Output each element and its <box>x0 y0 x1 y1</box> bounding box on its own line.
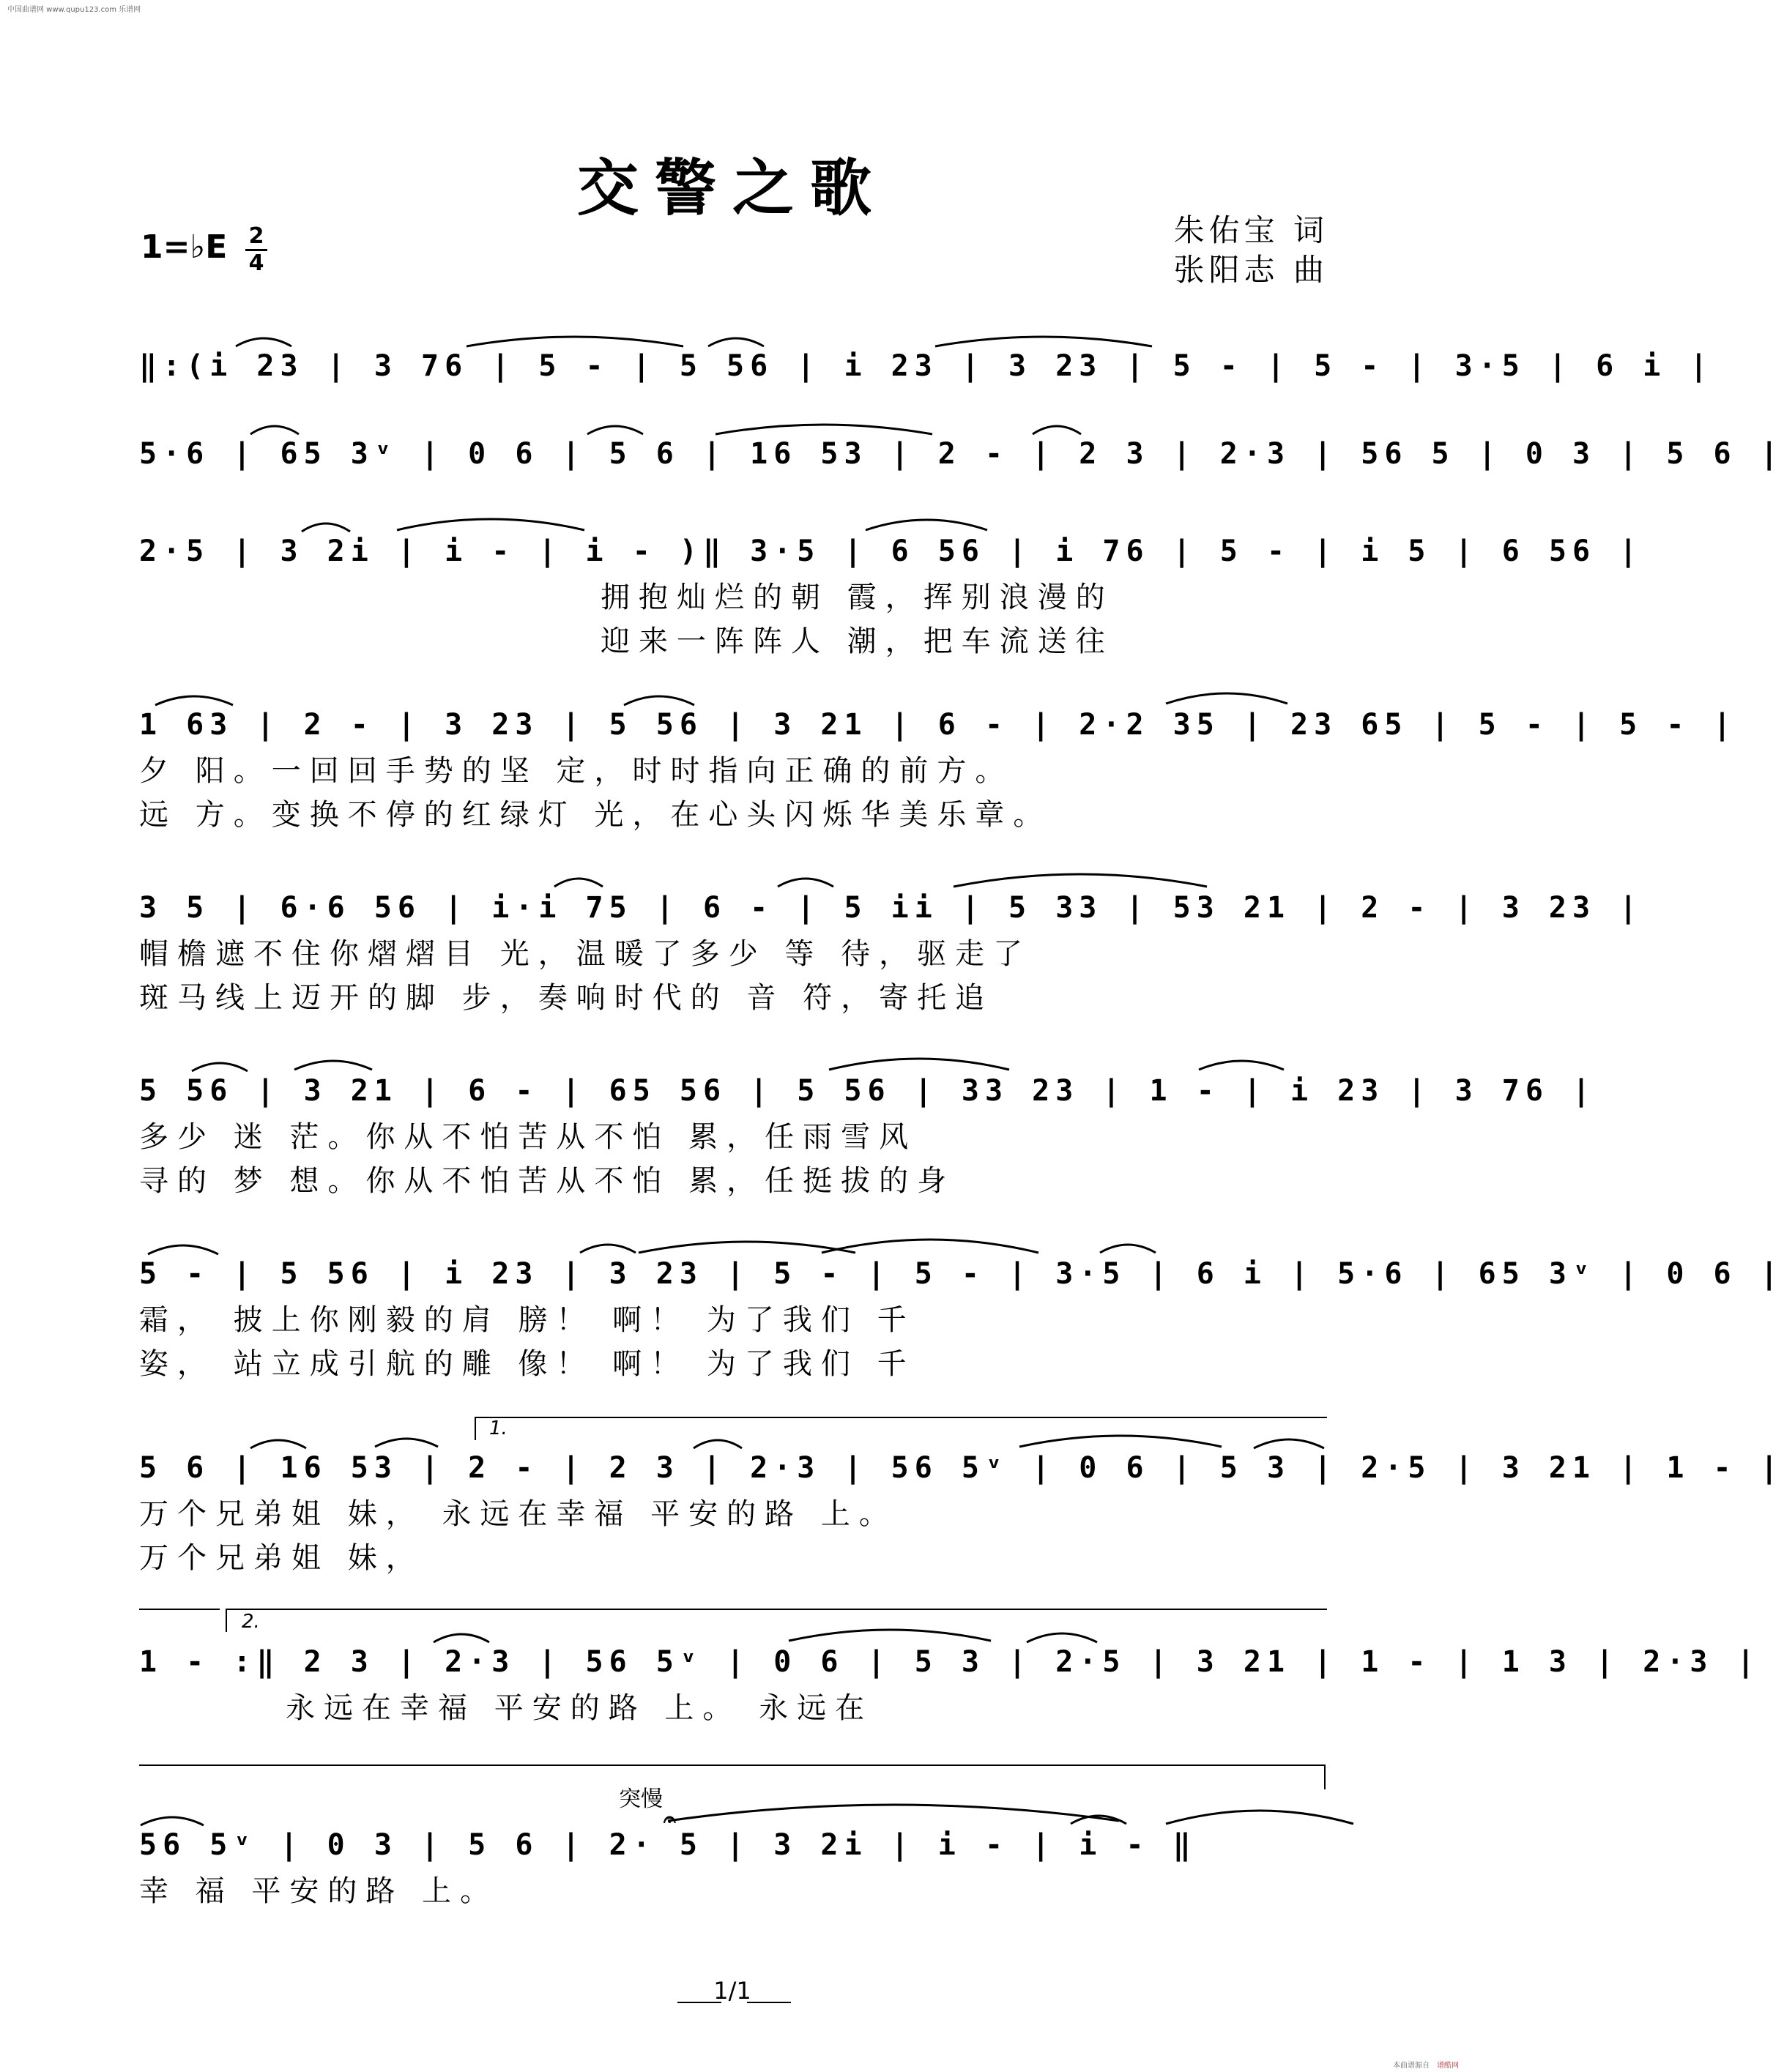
slur <box>1164 1803 1355 1825</box>
slur <box>952 868 1208 888</box>
notes-line-2: 5·6 | 65 3ᵛ | 0 6 | 5 6 | 16 53 | 2 - | 2 3 | 2·3 | 56 5 | 0 3 | 5 6 | <box>139 437 1784 471</box>
slur <box>1025 1626 1099 1644</box>
notes-line-10: 56 5ᵛ | 0 3 | 5 6 | 2· 5 | 3 2i | i - | i - ‖ <box>139 1828 1197 1862</box>
slur <box>190 1057 249 1073</box>
time-signature <box>245 223 267 276</box>
slur <box>1031 420 1082 436</box>
slur <box>553 872 604 888</box>
slur <box>1197 1054 1285 1071</box>
lyrics-8-verse-2: 万个兄弟姐 妹， <box>139 1541 424 1575</box>
lyrics-5-verse-2: 斑马线上迈开的脚 步，奏响时代的 音 符，寄托追 <box>139 981 994 1015</box>
slur <box>714 420 934 436</box>
key-signature: 1=♭E <box>141 228 228 266</box>
slur <box>787 1623 992 1642</box>
slur <box>666 1796 1120 1822</box>
notes-line-3: 2·5 | 3 2i | i - | i - )‖ 3·5 | 6 56 | i 76 | 5 - | i 5 | 6 56 | <box>139 534 1643 568</box>
notes-line-4: 1 63 | 2 - | 3 23 | 5 56 | 3 21 | 6 - | 2·2 35 | 23 65 | 5 - | 5 - | <box>139 708 1737 742</box>
fermata-icon: 𝄐 <box>664 1807 676 1833</box>
composer-credit: 张阳志 曲 <box>1173 252 1328 288</box>
time-signature-top: 2 <box>248 223 264 249</box>
lyrics-3-verse-2: 迎来一阵阵人 潮，把车流送往 <box>601 625 1114 658</box>
volta-number-2: 2. <box>242 1611 260 1633</box>
lyrics-7-verse-2: 姿， 站立成引航的雕 像！ 啊！ 为了我们 千 <box>139 1347 915 1381</box>
song-title: 交警之歌 <box>576 152 888 224</box>
tempo-mark: 突慢 <box>619 1786 663 1812</box>
corner-source-note: 本曲谱源自 <box>1393 2062 1430 2070</box>
slur <box>465 332 685 348</box>
slur <box>828 1052 1011 1071</box>
slur <box>1252 1432 1326 1450</box>
lyrics-9-verse-1: 永远在幸福 平安的路 上。 永远在 <box>286 1691 874 1725</box>
site-note: 中国曲谱网 www.qupu123.com 乐谱网 <box>7 6 141 14</box>
slur <box>1018 1429 1223 1448</box>
notes-line-9: 1 - :‖ 2 3 | 2·3 | 56 5ᵛ | 0 6 | 5 3 | 2·5 | 3 21 | 1 - | 1 3 | 2·3 | <box>139 1645 1761 1679</box>
system-rule <box>139 1764 1326 1766</box>
slur <box>707 332 765 348</box>
lyrics-3-verse-1: 拥抱灿烂的朝 霞，挥别浪漫的 <box>601 581 1114 614</box>
lyrics-4-verse-2: 远 方。变换不停的红绿灯 光，在心头闪烁华美乐章。 <box>139 798 1052 832</box>
volta-number-1: 1. <box>489 1417 508 1439</box>
notes-line-8: 5 6 | 16 53 | 2 - | 2 3 | 2·3 | 56 5ᵛ | 0 6 | 5 3 | 2·5 | 3 21 | 1 - | <box>139 1451 1784 1485</box>
notes-line-1: ‖:(i 23 | 3 76 | 5 - | 5 56 | i 23 | 3 23 | 5 - | 5 - | 3·5 | 6 i | <box>139 349 1714 383</box>
system-rule-end <box>1324 1764 1326 1789</box>
lyrics-6-verse-1: 多少 迷 茫。你从不怕苦从不怕 累，任雨雪风 <box>139 1120 918 1154</box>
lyrics-4-verse-1: 夕 阳。一回回手势的坚 定，时时指向正确的前方。 <box>139 754 1014 788</box>
slur <box>293 1054 373 1071</box>
slur <box>300 517 352 533</box>
slur <box>249 420 300 436</box>
slur <box>692 1434 743 1450</box>
corner-logo: 谱酷网 <box>1437 2062 1459 2070</box>
slur <box>586 420 644 436</box>
slur <box>146 1238 220 1256</box>
slur <box>373 1432 439 1448</box>
slur <box>1164 686 1289 705</box>
slur <box>776 872 835 888</box>
slur <box>864 513 989 532</box>
notes-line-5: 3 5 | 6·6 56 | i·i 75 | 6 - | 5 ii | 5 33 | 53 21 | 2 - | 3 23 | <box>139 891 1643 925</box>
lyricist-credit: 朱佑宝 词 <box>1173 212 1328 248</box>
page-number: 1/1 <box>713 1977 751 2005</box>
slur <box>234 332 293 348</box>
lyrics-6-verse-2: 寻的 梦 想。你从不怕苦从不怕 累，任挺拔的身 <box>139 1164 956 1198</box>
slur <box>622 689 696 707</box>
lyrics-7-verse-1: 霜， 披上你刚毅的肩 膀！ 啊！ 为了我们 千 <box>139 1303 915 1337</box>
slur <box>249 1434 308 1450</box>
slur <box>154 689 234 707</box>
notes-line-6: 5 56 | 3 21 | 6 - | 65 56 | 5 56 | 33 23 | 1 - | i 23 | 3 76 | <box>139 1074 1597 1108</box>
slur <box>139 1811 205 1827</box>
lyrics-10-verse-1: 幸 福 平安的路 上。 <box>139 1874 499 1908</box>
slur <box>1069 1809 1128 1825</box>
lyrics-5-verse-1: 帽檐遮不住你熠熠目 光，温暖了多少 等 待，驱走了 <box>139 937 1032 971</box>
volta-bracket-2 <box>226 1609 1327 1632</box>
slur <box>820 1232 1040 1254</box>
slur <box>1099 1238 1157 1254</box>
slur <box>579 1238 637 1254</box>
time-signature-bottom: 4 <box>248 250 264 276</box>
notes-line-7: 5 - | 5 56 | i 23 | 3 23 | 5 - | 5 - | 3·5 | 6 i | 5·6 | 65 3ᵛ | 0 6 | <box>139 1257 1784 1291</box>
lyrics-8-verse-1: 万个兄弟姐 妹， 永远在幸福 平安的路 上。 <box>139 1497 897 1531</box>
slur <box>395 513 586 532</box>
slur <box>432 1628 491 1644</box>
slur <box>934 332 1153 348</box>
volta-continuation <box>139 1609 220 1632</box>
